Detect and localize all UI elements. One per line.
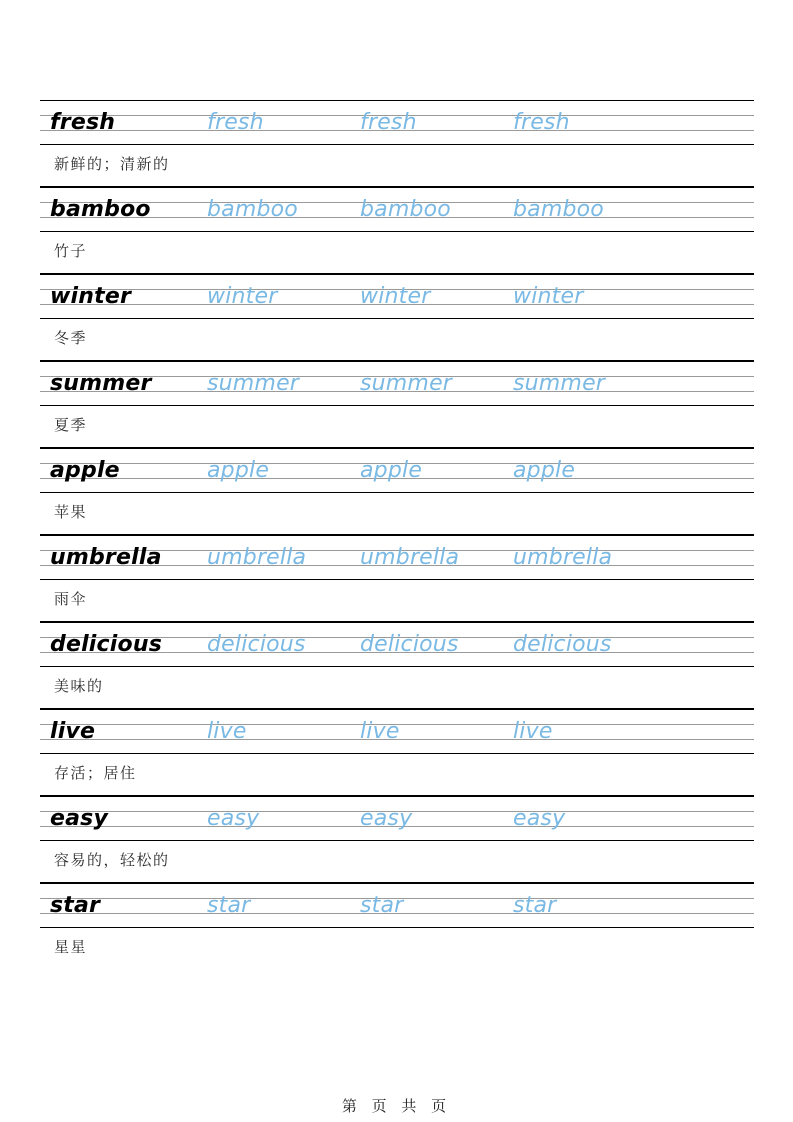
trace-word-copy[interactable]: winter	[207, 284, 278, 309]
translation-row	[40, 754, 754, 796]
model-word: apple	[50, 458, 120, 483]
trace-word-copy[interactable]: umbrella	[207, 545, 307, 570]
trace-word-copy[interactable]: delicious	[207, 632, 306, 657]
trace-word-copy[interactable]: apple	[207, 458, 270, 483]
trace-word-copy[interactable]: summer	[360, 371, 453, 396]
vocabulary-entry	[40, 187, 754, 274]
chinese-meaning: 夏季	[54, 416, 88, 434]
translation-row	[40, 145, 754, 187]
word-slot-group	[40, 797, 754, 840]
word-slot-group	[40, 536, 754, 579]
handwriting-staff-row	[40, 187, 754, 232]
trace-word-copy[interactable]: bamboo	[513, 197, 604, 222]
translation-row	[40, 232, 754, 274]
word-slot-group	[40, 362, 754, 405]
trace-word-copy[interactable]: live	[360, 719, 400, 744]
word-slot-group	[40, 710, 754, 753]
handwriting-staff-row	[40, 883, 754, 928]
trace-word-copy[interactable]: bamboo	[360, 197, 451, 222]
handwriting-staff-row	[40, 361, 754, 406]
trace-word-copy[interactable]: easy	[513, 806, 566, 831]
model-word: fresh	[50, 110, 116, 135]
handwriting-staff-row	[40, 709, 754, 754]
trace-word-copy[interactable]: umbrella	[513, 545, 613, 570]
trace-word-copy[interactable]: umbrella	[360, 545, 460, 570]
chinese-meaning: 星星	[54, 938, 88, 956]
trace-word-copy[interactable]: delicious	[360, 632, 459, 657]
vocabulary-entry	[40, 535, 754, 622]
model-word: bamboo	[50, 197, 151, 222]
trace-word-copy[interactable]: apple	[513, 458, 576, 483]
vocabulary-entry	[40, 100, 754, 187]
trace-word-copy[interactable]: star	[513, 893, 557, 918]
chinese-meaning: 美味的	[54, 677, 104, 695]
word-slot-group	[40, 449, 754, 492]
trace-word-copy[interactable]: live	[207, 719, 247, 744]
page-footer: 第 页 共 页	[341, 1097, 452, 1115]
vocabulary-entry	[40, 883, 754, 970]
chinese-meaning: 新鲜的；清新的	[54, 155, 170, 173]
trace-word-copy[interactable]: bamboo	[207, 197, 298, 222]
model-word: easy	[50, 806, 109, 831]
model-word: summer	[50, 371, 152, 396]
handwriting-staff-row	[40, 796, 754, 841]
model-word: winter	[50, 284, 132, 309]
translation-row	[40, 667, 754, 709]
chinese-meaning: 苹果	[54, 503, 88, 521]
handwriting-staff-row	[40, 535, 754, 580]
translation-row	[40, 928, 754, 970]
trace-word-copy[interactable]: summer	[513, 371, 606, 396]
practice-sheet	[40, 100, 754, 970]
handwriting-staff-row	[40, 274, 754, 319]
vocabulary-entry	[40, 361, 754, 448]
word-slot-group	[40, 623, 754, 666]
word-slot-group	[40, 275, 754, 318]
trace-word-copy[interactable]: star	[360, 893, 404, 918]
model-word: umbrella	[50, 545, 162, 570]
trace-word-copy[interactable]: delicious	[513, 632, 612, 657]
model-word: live	[50, 719, 96, 744]
trace-word-copy[interactable]: fresh	[207, 110, 264, 135]
chinese-meaning: 容易的，轻松的	[54, 851, 170, 869]
vocabulary-entry	[40, 796, 754, 883]
trace-word-copy[interactable]: easy	[207, 806, 260, 831]
trace-word-copy[interactable]: live	[513, 719, 553, 744]
handwriting-staff-row	[40, 448, 754, 493]
translation-row	[40, 406, 754, 448]
vocabulary-entry	[40, 448, 754, 535]
translation-row	[40, 319, 754, 361]
model-word: star	[50, 893, 101, 918]
vocabulary-entry	[40, 274, 754, 361]
chinese-meaning: 存活；居住	[54, 764, 137, 782]
chinese-meaning: 雨伞	[54, 590, 88, 608]
chinese-meaning: 竹子	[54, 242, 88, 260]
vocabulary-entry	[40, 709, 754, 796]
translation-row	[40, 841, 754, 883]
trace-word-copy[interactable]: winter	[360, 284, 431, 309]
word-slot-group	[40, 884, 754, 927]
trace-word-copy[interactable]: fresh	[513, 110, 570, 135]
handwriting-staff-row	[40, 100, 754, 145]
trace-word-copy[interactable]: apple	[360, 458, 423, 483]
trace-word-copy[interactable]: winter	[513, 284, 584, 309]
vocabulary-entry	[40, 622, 754, 709]
trace-word-copy[interactable]: fresh	[360, 110, 417, 135]
model-word: delicious	[50, 632, 163, 657]
word-slot-group	[40, 101, 754, 144]
trace-word-copy[interactable]: star	[207, 893, 251, 918]
translation-row	[40, 580, 754, 622]
translation-row	[40, 493, 754, 535]
trace-word-copy[interactable]: summer	[207, 371, 300, 396]
trace-word-copy[interactable]: easy	[360, 806, 413, 831]
handwriting-staff-row	[40, 622, 754, 667]
word-slot-group	[40, 188, 754, 231]
chinese-meaning: 冬季	[54, 329, 88, 347]
